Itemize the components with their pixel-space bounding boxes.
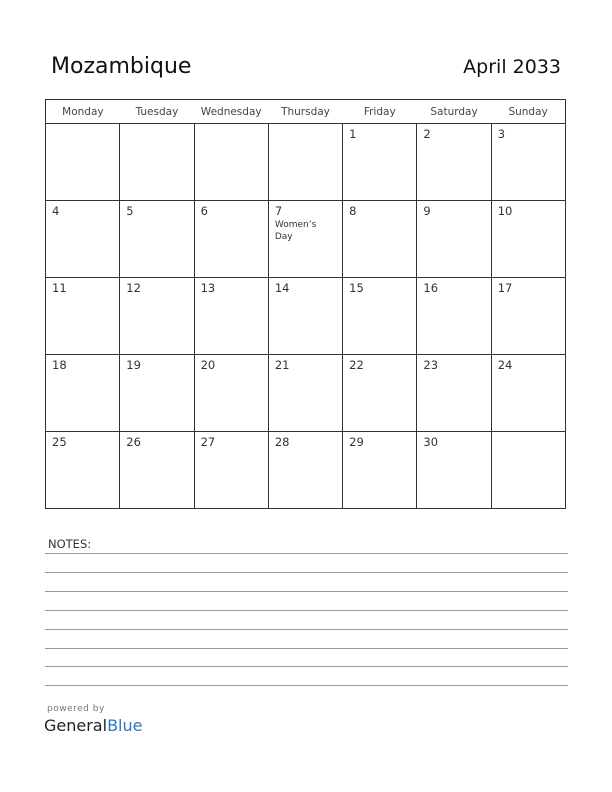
day-number: 7 (274, 204, 283, 218)
calendar-day-cell (194, 432, 268, 509)
month-title: April 2033 (463, 56, 561, 78)
day-number: 18 (52, 358, 67, 372)
day-number: 1 (349, 127, 357, 141)
calendar-day-cell (46, 355, 120, 432)
calendar-day-cell (491, 355, 565, 432)
day-number: 25 (52, 435, 67, 449)
day-number: 26 (126, 435, 141, 449)
country-title: Mozambique (51, 54, 192, 79)
notes-label: NOTES: (48, 537, 92, 551)
day-number: 24 (497, 358, 513, 372)
note-line (45, 666, 568, 667)
calendar-day-cell (120, 278, 194, 355)
calendar-day-cell (343, 355, 417, 432)
day-number: 20 (200, 358, 216, 372)
calendar-day-cell (417, 355, 491, 432)
note-line (45, 629, 568, 630)
day-number: 12 (126, 281, 141, 295)
day-number: 8 (349, 204, 357, 218)
day-number: 27 (200, 435, 216, 449)
weekday-sunday: Sunday (491, 100, 565, 124)
day-number: 15 (349, 281, 364, 295)
day-number: 16 (423, 281, 439, 295)
calendar-day-cell (343, 124, 417, 201)
calendar-day-cell (194, 355, 268, 432)
day-number: 9 (423, 204, 431, 218)
calendar-day-cell (268, 201, 342, 278)
calendar-day-cell (46, 124, 120, 201)
weekday-monday: Monday (46, 100, 120, 124)
calendar-day-cell (417, 201, 491, 278)
day-number: 13 (200, 281, 216, 295)
calendar-day-cell (343, 278, 417, 355)
calendar-day-cell (417, 278, 491, 355)
powered-by-text: powered by (47, 704, 105, 714)
calendar-day-cell (120, 201, 194, 278)
calendar-day-cell (194, 124, 268, 201)
calendar-week-row (46, 278, 566, 355)
calendar-body (46, 124, 566, 509)
day-number: 2 (423, 127, 431, 141)
calendar-day-cell (491, 432, 565, 509)
calendar-day-cell (268, 278, 342, 355)
calendar-day-cell (46, 432, 120, 509)
calendar-day-cell (46, 278, 120, 355)
note-line (45, 553, 568, 554)
calendar-day-cell (491, 278, 565, 355)
calendar-day-cell (343, 432, 417, 509)
calendar-day-cell (417, 124, 491, 201)
day-number: 28 (274, 435, 290, 449)
holiday-label: Women’s Day (274, 220, 317, 242)
weekday-tuesday: Tuesday (120, 100, 194, 124)
day-number: 6 (200, 204, 208, 218)
calendar-grid (45, 99, 566, 509)
day-number: 3 (497, 127, 506, 141)
calendar-week-row (46, 124, 566, 201)
weekday-saturday: Saturday (417, 100, 491, 124)
weekday-friday: Friday (343, 100, 417, 124)
calendar-week-row (46, 432, 566, 509)
calendar-day-cell (194, 201, 268, 278)
note-line (45, 685, 568, 686)
day-number: 30 (423, 435, 439, 449)
calendar-day-cell (343, 201, 417, 278)
day-number: 14 (274, 281, 290, 295)
day-number: 17 (497, 281, 513, 295)
calendar-day-cell (268, 355, 342, 432)
note-line (45, 591, 568, 592)
day-number: 10 (497, 204, 513, 218)
day-number: 22 (349, 358, 364, 372)
note-line (45, 610, 568, 611)
day-number: 19 (126, 358, 141, 372)
calendar-day-cell (417, 432, 491, 509)
note-line (45, 648, 568, 649)
calendar-day-cell (491, 201, 565, 278)
day-number: 5 (126, 204, 134, 218)
calendar-day-cell (120, 124, 194, 201)
calendar-week-row (46, 201, 566, 278)
weekday-header-row (46, 100, 566, 124)
calendar-day-cell (268, 124, 342, 201)
weekday-wednesday: Wednesday (194, 100, 268, 124)
logo-blue: Blue (107, 716, 143, 735)
generalblue-logo (44, 716, 142, 735)
day-number: 29 (349, 435, 364, 449)
calendar-day-cell (194, 278, 268, 355)
logo-general: General (44, 716, 108, 735)
calendar-day-cell (491, 124, 565, 201)
weekday-thursday: Thursday (268, 100, 342, 124)
calendar-day-cell (120, 355, 194, 432)
calendar-day-cell (268, 432, 342, 509)
calendar-day-cell (120, 432, 194, 509)
day-number: 4 (52, 204, 60, 218)
day-number: 21 (274, 358, 290, 372)
calendar-day-cell (46, 201, 120, 278)
calendar-week-row (46, 355, 566, 432)
day-number: 11 (52, 281, 67, 295)
note-line (45, 572, 568, 573)
day-number: 23 (423, 358, 439, 372)
